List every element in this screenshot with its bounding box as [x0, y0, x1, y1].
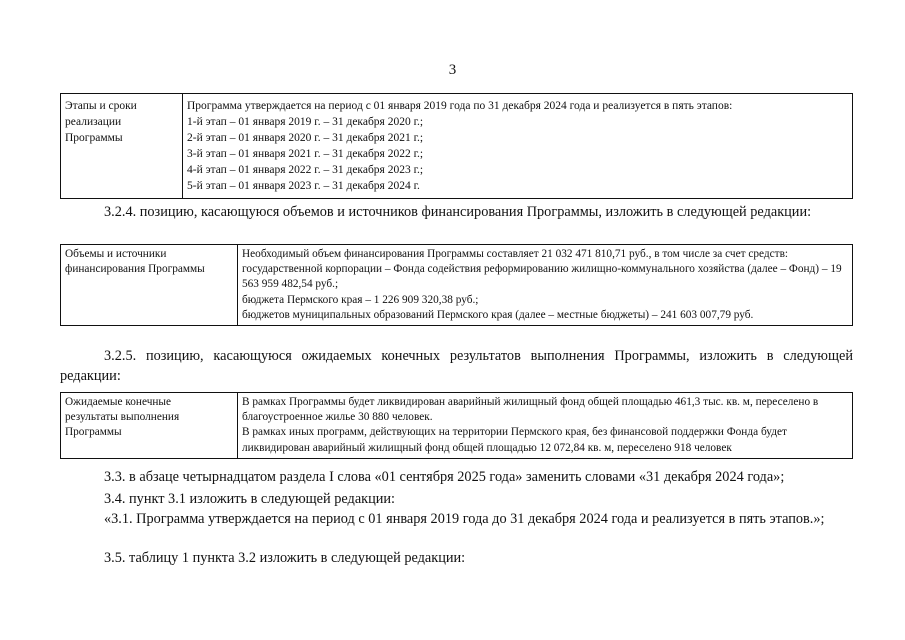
results-label-line: результаты выполнения: [65, 411, 180, 424]
financing-label-line: финансирования Программы: [65, 263, 205, 276]
results-label-cell: [61, 393, 238, 459]
paragraph-3-1-quote: «3.1. Программа утверждается на период с 01 января 2019 года до 31 декабря 2024 года и реализуется в пять этапов.»;: [104, 511, 825, 527]
stages-label-line: реализации: [65, 116, 122, 128]
financing-line: бюджетов муниципальных образований Пермского края (далее – местные бюджеты) – 241 603 007,79 руб.: [242, 308, 754, 321]
stages-value-cell: [183, 94, 853, 199]
results-line: В рамках Программы будет ликвидирован аварийный жилищный фонд общей площадью 461,3 тыс. кв. м, переселено в благоустроенное жилье 30 880 человек.: [242, 396, 819, 424]
financing-line: государственной корпорации – Фонда содействия реформированию жилищно-коммунального хозяйства (далее – Фонд) – 19 563 959 482,54 руб.;: [242, 263, 842, 291]
stages-table: [60, 93, 853, 199]
paragraph-3-2-4: 3.2.4. позицию, касающуюся объемов и источников финансирования Программы, изложить в следующей редакции:: [104, 204, 812, 220]
stages-label-line: Программы: [65, 132, 123, 144]
stages-line: 2-й этап – 01 января 2020 г. – 31 декабря 2021 г.;: [187, 132, 424, 144]
page-number: 3: [448, 62, 457, 78]
stages-label-line: Этапы и сроки: [65, 100, 137, 112]
paragraph-3-3: 3.3. в абзаце четырнадцатом раздела I слова «01 сентября 2025 года» заменить словами «31 декабря 2024 года»;: [104, 469, 785, 485]
results-label-line: Ожидаемые конечные: [65, 396, 172, 408]
financing-value-cell: [238, 245, 853, 326]
financing-label-line: Объемы и источники: [65, 248, 167, 260]
paragraph-3-5: 3.5. таблицу 1 пункта 3.2 изложить в следующей редакции:: [104, 550, 466, 566]
results-label-line: Программы: [65, 426, 122, 439]
paragraph-3-4: 3.4. пункт 3.1 изложить в следующей редакции:: [104, 491, 396, 507]
stages-line: 3-й этап – 01 января 2021 г. – 31 декабря 2022 г.;: [187, 148, 424, 160]
results-value-cell: [238, 393, 853, 459]
financing-line: бюджета Пермского края – 1 226 909 320,38 руб.;: [242, 293, 479, 306]
stages-line: 1-й этап – 01 января 2019 г. – 31 декабря 2020 г.;: [187, 116, 424, 128]
stages-label-cell: [61, 94, 183, 199]
financing-label-cell: [61, 245, 238, 326]
financing-line: Необходимый объем финансирования Программы составляет 21 032 471 810,71 руб., в том числе за счет средств:: [242, 248, 789, 260]
results-table: [60, 392, 853, 459]
results-line: В рамках иных программ, действующих на территории Пермского края, без финансовой поддержки Фонда будет ликвидирован аварийный жилищный фонд общей площадью 12 072,84 кв. м, переселено 918 человек: [242, 426, 787, 454]
paragraph-3-2-5: 3.2.5. позицию, касающуюся ожидаемых конечных результатов выполнения Программы, изложить в следующей редакции:: [60, 348, 853, 384]
stages-line: Программа утверждается на период с 01 января 2019 года по 31 декабря 2024 года и реализуется в пять этапов:: [187, 100, 733, 112]
stages-line: 4-й этап – 01 января 2022 г. – 31 декабря 2023 г.;: [187, 164, 424, 176]
stages-line: 5-й этап – 01 января 2023 г. – 31 декабря 2024 г.: [187, 180, 420, 192]
financing-table: [60, 244, 853, 326]
